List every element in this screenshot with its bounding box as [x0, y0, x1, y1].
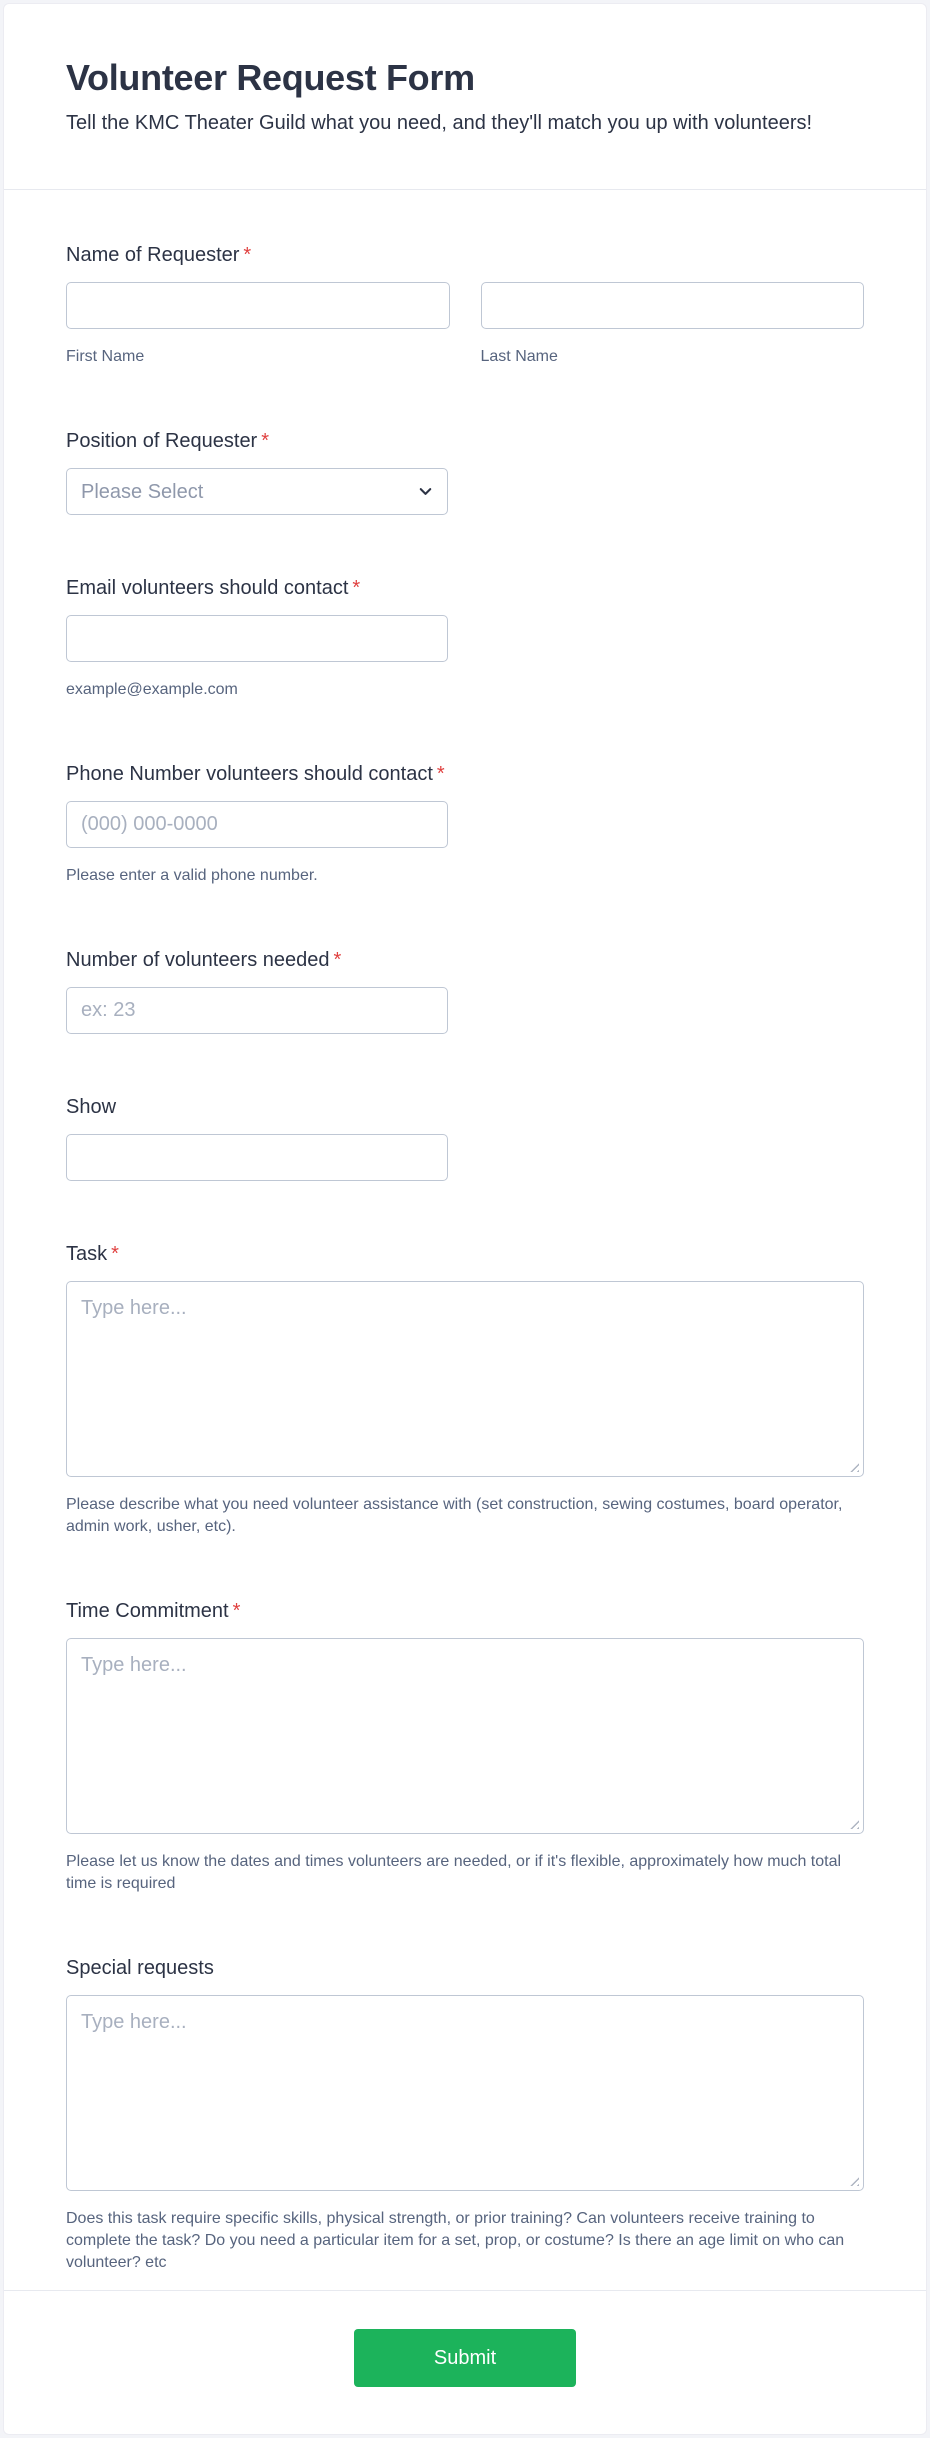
- time-commitment-textarea[interactable]: [66, 1638, 864, 1834]
- first-name-input[interactable]: [66, 282, 450, 329]
- question-position-of-requester: [66, 428, 864, 515]
- field-label: [66, 947, 864, 973]
- question-volunteers-needed: [66, 947, 864, 1034]
- last-name-column: [481, 282, 865, 368]
- form-header: [4, 4, 926, 190]
- label-text: Show: [66, 1096, 117, 1118]
- label-text: Time Commitment: [66, 1600, 229, 1622]
- time-commitment-textarea-wrap: [66, 1638, 864, 1834]
- field-label: [66, 428, 864, 454]
- form-subtitle: Tell the KMC Theater Guild what you need, and they'll match you up with volunteers!: [66, 112, 813, 134]
- special-requests-textarea[interactable]: [66, 1995, 864, 2191]
- required-asterisk: *: [352, 577, 361, 599]
- task-sublabel: Please describe what you need volunteer assistance with (set construction, sewing costumes, board operator, admin work, usher, etc).: [66, 1496, 843, 1535]
- label-text: Task: [66, 1243, 108, 1265]
- form-title: Volunteer Request Form: [66, 57, 475, 98]
- field-label: [66, 761, 864, 787]
- phone-input[interactable]: [66, 801, 448, 848]
- required-asterisk: *: [333, 949, 342, 971]
- field-label: [66, 242, 864, 268]
- question-show: [66, 1094, 864, 1181]
- task-textarea-wrap: [66, 1281, 864, 1477]
- field-label: [66, 1598, 864, 1624]
- form-body: [4, 190, 926, 2290]
- question-email: [66, 575, 864, 701]
- label-text: Number of volunteers needed: [66, 949, 330, 971]
- question-name-of-requester: [66, 242, 864, 368]
- volunteers-needed-input[interactable]: [66, 987, 448, 1034]
- label-text: Phone Number volunteers should contact: [66, 763, 433, 785]
- task-textarea[interactable]: [66, 1281, 864, 1477]
- required-asterisk: *: [243, 244, 252, 266]
- label-text: Position of Requester: [66, 430, 258, 452]
- question-time-commitment: [66, 1598, 864, 1895]
- special-requests-textarea-wrap: [66, 1995, 864, 2191]
- submit-button[interactable]: Submit: [354, 2329, 576, 2387]
- time-commitment-sublabel: Please let us know the dates and times volunteers are needed, or if it's flexible, approximately how much total time is required: [66, 1853, 842, 1892]
- phone-sublabel: Please enter a valid phone number.: [66, 867, 318, 884]
- required-asterisk: *: [232, 1600, 241, 1622]
- first-name-sublabel: First Name: [66, 348, 145, 365]
- special-requests-sublabel: Does this task require specific skills, physical strength, or prior training? Can volunteers receive training to complete the task? Do you need a particular item for a set, prop, or costume? Is there an age limit on who can volunteer? etc: [66, 2210, 845, 2271]
- label-text: Special requests: [66, 1957, 214, 1979]
- name-field-group: [66, 282, 864, 368]
- email-sublabel: example@example.com: [66, 681, 238, 698]
- last-name-input[interactable]: [481, 282, 865, 329]
- required-asterisk: *: [111, 1243, 119, 1265]
- question-task: [66, 1241, 864, 1538]
- position-select-wrap: [66, 468, 448, 515]
- question-phone: [66, 761, 864, 887]
- label-text: Name of Requester: [66, 244, 240, 266]
- field-label: [66, 1094, 864, 1120]
- form-card: [3, 3, 927, 2435]
- field-label: [66, 575, 864, 601]
- first-name-column: [66, 282, 450, 368]
- required-asterisk: *: [261, 430, 270, 452]
- email-input[interactable]: [66, 615, 448, 662]
- label-text: Email volunteers should contact: [66, 577, 349, 599]
- show-input[interactable]: [66, 1134, 448, 1181]
- submit-section: [4, 2290, 926, 2435]
- field-label: [66, 1955, 864, 1981]
- required-asterisk: *: [436, 763, 445, 785]
- position-select[interactable]: [66, 468, 448, 515]
- question-special-requests: [66, 1955, 864, 2274]
- field-label: [66, 1241, 864, 1267]
- last-name-sublabel: Last Name: [480, 348, 558, 365]
